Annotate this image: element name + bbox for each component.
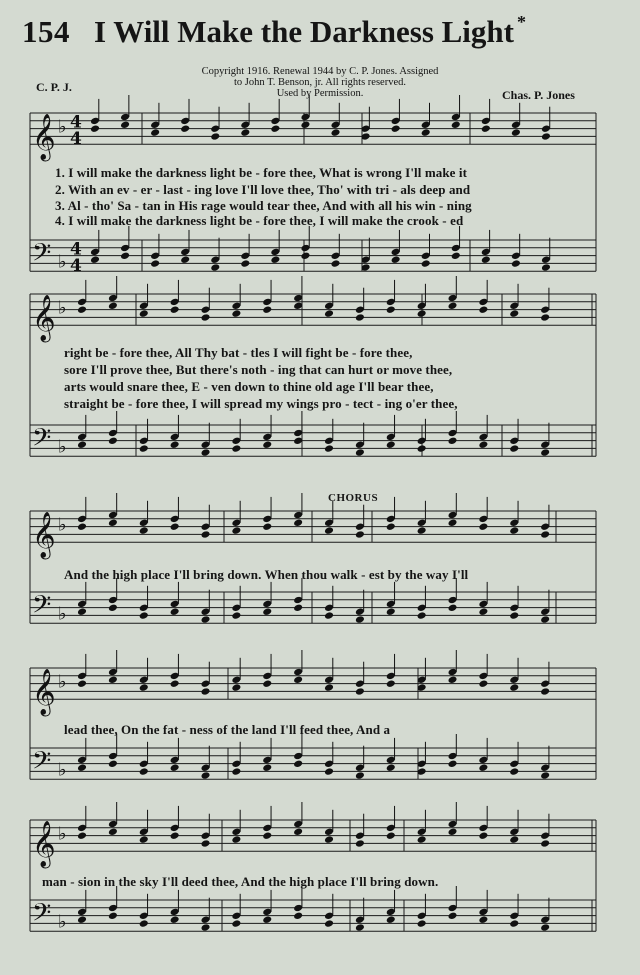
bass-clef-icon: 𝄢 — [32, 898, 52, 934]
lyric-s5: man - sion in the sky I'll deed thee, And the high place I'll bring down. — [42, 874, 439, 889]
note-head — [262, 305, 272, 314]
note-head — [509, 919, 519, 928]
note-head — [231, 919, 241, 928]
note-head — [108, 604, 118, 613]
note-head — [478, 763, 488, 772]
note-head — [478, 440, 488, 449]
note-head — [293, 912, 303, 921]
note-head — [170, 522, 180, 531]
note-head — [300, 252, 310, 261]
lyric-s1-v4: 4. I will make the darkness light be - fore thee, I will make the crook - ed — [55, 213, 464, 228]
note-head — [231, 611, 241, 620]
flat-icon: ♭ — [58, 297, 67, 319]
note-head — [108, 519, 118, 528]
note-head — [541, 132, 551, 141]
note-head — [201, 771, 211, 780]
note-head — [108, 302, 118, 311]
note-head — [262, 607, 272, 616]
note-head — [170, 305, 180, 314]
note-head — [417, 919, 427, 928]
lyric-s2-v1: right be - fore thee, All Thy bat - tles I will fight be - fore thee, — [64, 345, 413, 360]
note-head — [90, 124, 100, 133]
note-head — [391, 124, 401, 133]
note-head — [417, 611, 427, 620]
lyric-s2-v2: sore I'll prove thee, But there's noth - ing that can hurt or move thee, — [64, 362, 453, 377]
note-head — [231, 309, 241, 318]
flat-icon: ♭ — [58, 436, 67, 458]
note-head — [355, 687, 365, 696]
note-head — [170, 831, 180, 840]
note-head — [240, 259, 250, 268]
note-head — [324, 611, 334, 620]
note-head — [478, 915, 488, 924]
time-signature-top: 4 — [70, 112, 82, 133]
hymn-title-text: I Will Make the Darkness Light — [94, 14, 514, 49]
note-head — [386, 679, 396, 688]
note-head — [417, 835, 427, 844]
title-footnote-mark: * — [516, 12, 526, 32]
note-head — [77, 915, 87, 924]
bass-clef-icon: 𝄢 — [32, 746, 52, 782]
note-head — [262, 522, 272, 531]
note-head — [201, 313, 211, 322]
note-head — [448, 828, 458, 837]
note-head — [386, 607, 396, 616]
note-head — [108, 676, 118, 685]
note-head — [139, 767, 149, 776]
note-head — [540, 530, 550, 539]
note-head — [421, 259, 431, 268]
flat-icon: ♭ — [58, 823, 67, 845]
note-head — [451, 121, 461, 130]
note-head — [448, 676, 458, 685]
flat-icon: ♭ — [58, 251, 67, 273]
note-head — [540, 839, 550, 848]
bass-clef-icon: 𝄢 — [32, 238, 52, 274]
chorus-label: CHORUS — [328, 492, 379, 504]
flat-icon: ♭ — [58, 603, 67, 625]
treble-clef-icon: 𝄞 — [32, 669, 56, 716]
note-head — [355, 448, 365, 457]
note-head — [170, 915, 180, 924]
flat-icon: ♭ — [58, 911, 67, 933]
note-head — [262, 679, 272, 688]
note-head — [540, 313, 550, 322]
copyright-line-3: Used by Permission. — [276, 88, 364, 99]
note-head — [509, 835, 519, 844]
note-head — [108, 760, 118, 769]
treble-clef-icon: 𝄞 — [32, 821, 56, 868]
note-head — [108, 437, 118, 446]
note-head — [201, 839, 211, 848]
note-head — [324, 919, 334, 928]
time-signature-top: 4 — [70, 239, 82, 260]
note-head — [293, 676, 303, 685]
note-head — [478, 679, 488, 688]
note-head — [150, 259, 160, 268]
note-head — [120, 252, 130, 261]
note-head — [481, 124, 491, 133]
note-head — [300, 121, 310, 130]
note-head — [139, 683, 149, 692]
bass-clef-icon: 𝄢 — [32, 590, 52, 626]
note-head — [77, 763, 87, 772]
note-head — [451, 252, 461, 261]
note-head — [386, 440, 396, 449]
note-head — [180, 255, 190, 264]
note-head — [478, 522, 488, 531]
note-head — [355, 771, 365, 780]
note-head — [139, 444, 149, 453]
note-head — [77, 607, 87, 616]
note-head — [421, 128, 431, 137]
note-head — [355, 839, 365, 848]
flat-icon: ♭ — [58, 759, 67, 781]
note-head — [77, 440, 87, 449]
flat-icon: ♭ — [58, 514, 67, 536]
treble-clef-icon: 𝄞 — [32, 295, 56, 342]
note-head — [324, 309, 334, 318]
note-head — [331, 259, 341, 268]
note-head — [448, 437, 458, 446]
note-head — [293, 760, 303, 769]
note-head — [231, 683, 241, 692]
note-head — [180, 124, 190, 133]
copyright-line-2: to John T. Benson, jr. All rights reserved. — [234, 77, 406, 88]
note-head — [509, 526, 519, 535]
lyric-s3: And the high place I'll bring down. When thou walk - est by the way I'll — [64, 567, 469, 582]
note-head — [324, 835, 334, 844]
note-head — [448, 912, 458, 921]
lyric-s2-v3: arts would snare thee, E - ven down to thine old age I'll bear thee, — [64, 379, 434, 394]
note-head — [448, 302, 458, 311]
note-head — [77, 831, 87, 840]
note-head — [170, 440, 180, 449]
note-head — [481, 255, 491, 264]
note-head — [293, 828, 303, 837]
note-head — [417, 444, 427, 453]
copyright-line-1: Copyright 1916. Renewal 1944 by C. P. Jones. Assigned — [201, 66, 439, 77]
note-head — [150, 128, 160, 137]
note-head — [540, 771, 550, 780]
note-head — [139, 309, 149, 318]
note-head — [201, 448, 211, 457]
note-head — [448, 604, 458, 613]
note-head — [386, 915, 396, 924]
note-head — [448, 519, 458, 528]
note-head — [509, 767, 519, 776]
note-head — [170, 763, 180, 772]
note-head — [262, 763, 272, 772]
note-head — [293, 604, 303, 613]
bass-clef-icon: 𝄢 — [32, 423, 52, 459]
note-head — [355, 615, 365, 624]
time-signature-bottom: 4 — [70, 129, 82, 150]
note-head — [108, 828, 118, 837]
note-head — [231, 526, 241, 535]
note-head — [511, 128, 521, 137]
lyric-s1-v1: 1. I will make the darkness light be - fore thee, What is wrong I'll make it — [55, 165, 468, 180]
music-attribution: Chas. P. Jones — [502, 88, 575, 102]
note-head — [324, 526, 334, 535]
lyric-s4: lead thee, On the fat - ness of the land I'll feed thee, And a — [64, 722, 391, 737]
note-head — [139, 526, 149, 535]
note-head — [120, 121, 130, 130]
note-head — [355, 530, 365, 539]
treble-clef-icon: 𝄞 — [32, 114, 56, 161]
treble-clef-icon: 𝄞 — [32, 512, 56, 559]
note-head — [509, 611, 519, 620]
note-head — [541, 263, 551, 272]
note-head — [170, 607, 180, 616]
note-head — [324, 444, 334, 453]
note-head — [201, 923, 211, 932]
note-head — [170, 679, 180, 688]
note-head — [417, 309, 427, 318]
note-head — [210, 263, 220, 272]
lyric-s1-v2: 2. With an ev - er - last - ing love I'll love thee, Tho' with tri - als deep and — [55, 182, 471, 197]
note-head — [139, 835, 149, 844]
note-head — [478, 607, 488, 616]
note-head — [540, 448, 550, 457]
words-attribution: C. P. J. — [36, 80, 72, 94]
note-head — [201, 530, 211, 539]
note-head — [108, 912, 118, 921]
note-head — [90, 255, 100, 264]
note-head — [293, 519, 303, 528]
note-head — [231, 835, 241, 844]
hymn-number: 154 — [22, 14, 70, 49]
note-head — [391, 255, 401, 264]
note-head — [331, 128, 341, 137]
note-head — [448, 760, 458, 769]
time-signature-bottom: 4 — [70, 256, 82, 277]
lyric-s2-v4: straight be - fore thee, I will spread my wings pro - tect - ing o'er thee, — [64, 396, 458, 411]
note-head — [417, 526, 427, 535]
note-head — [324, 767, 334, 776]
note-head — [139, 919, 149, 928]
note-head — [270, 124, 280, 133]
note-head — [231, 444, 241, 453]
note-head — [478, 305, 488, 314]
note-head — [509, 444, 519, 453]
note-head — [262, 440, 272, 449]
note-head — [386, 522, 396, 531]
note-head — [540, 615, 550, 624]
note-head — [355, 923, 365, 932]
flat-icon: ♭ — [58, 116, 67, 138]
note-head — [478, 831, 488, 840]
note-head — [210, 132, 220, 141]
note-head — [386, 763, 396, 772]
note-head — [509, 683, 519, 692]
note-head — [240, 128, 250, 137]
note-head — [77, 522, 87, 531]
note-head — [355, 313, 365, 322]
note-head — [511, 259, 521, 268]
note-head — [201, 687, 211, 696]
lyric-s1-v3: 3. Al - tho' Sa - tan in His rage would tear thee, And with all his win - ning — [55, 198, 472, 213]
note-head — [270, 255, 280, 264]
note-head — [386, 831, 396, 840]
note-head — [324, 683, 334, 692]
flat-icon: ♭ — [58, 671, 67, 693]
note-head — [509, 309, 519, 318]
note-head — [540, 687, 550, 696]
note-head — [262, 915, 272, 924]
note-head — [262, 831, 272, 840]
note-head — [540, 923, 550, 932]
note-head — [77, 679, 87, 688]
note-head — [139, 611, 149, 620]
note-head — [77, 305, 87, 314]
note-head — [386, 305, 396, 314]
note-head — [231, 767, 241, 776]
note-head — [201, 615, 211, 624]
